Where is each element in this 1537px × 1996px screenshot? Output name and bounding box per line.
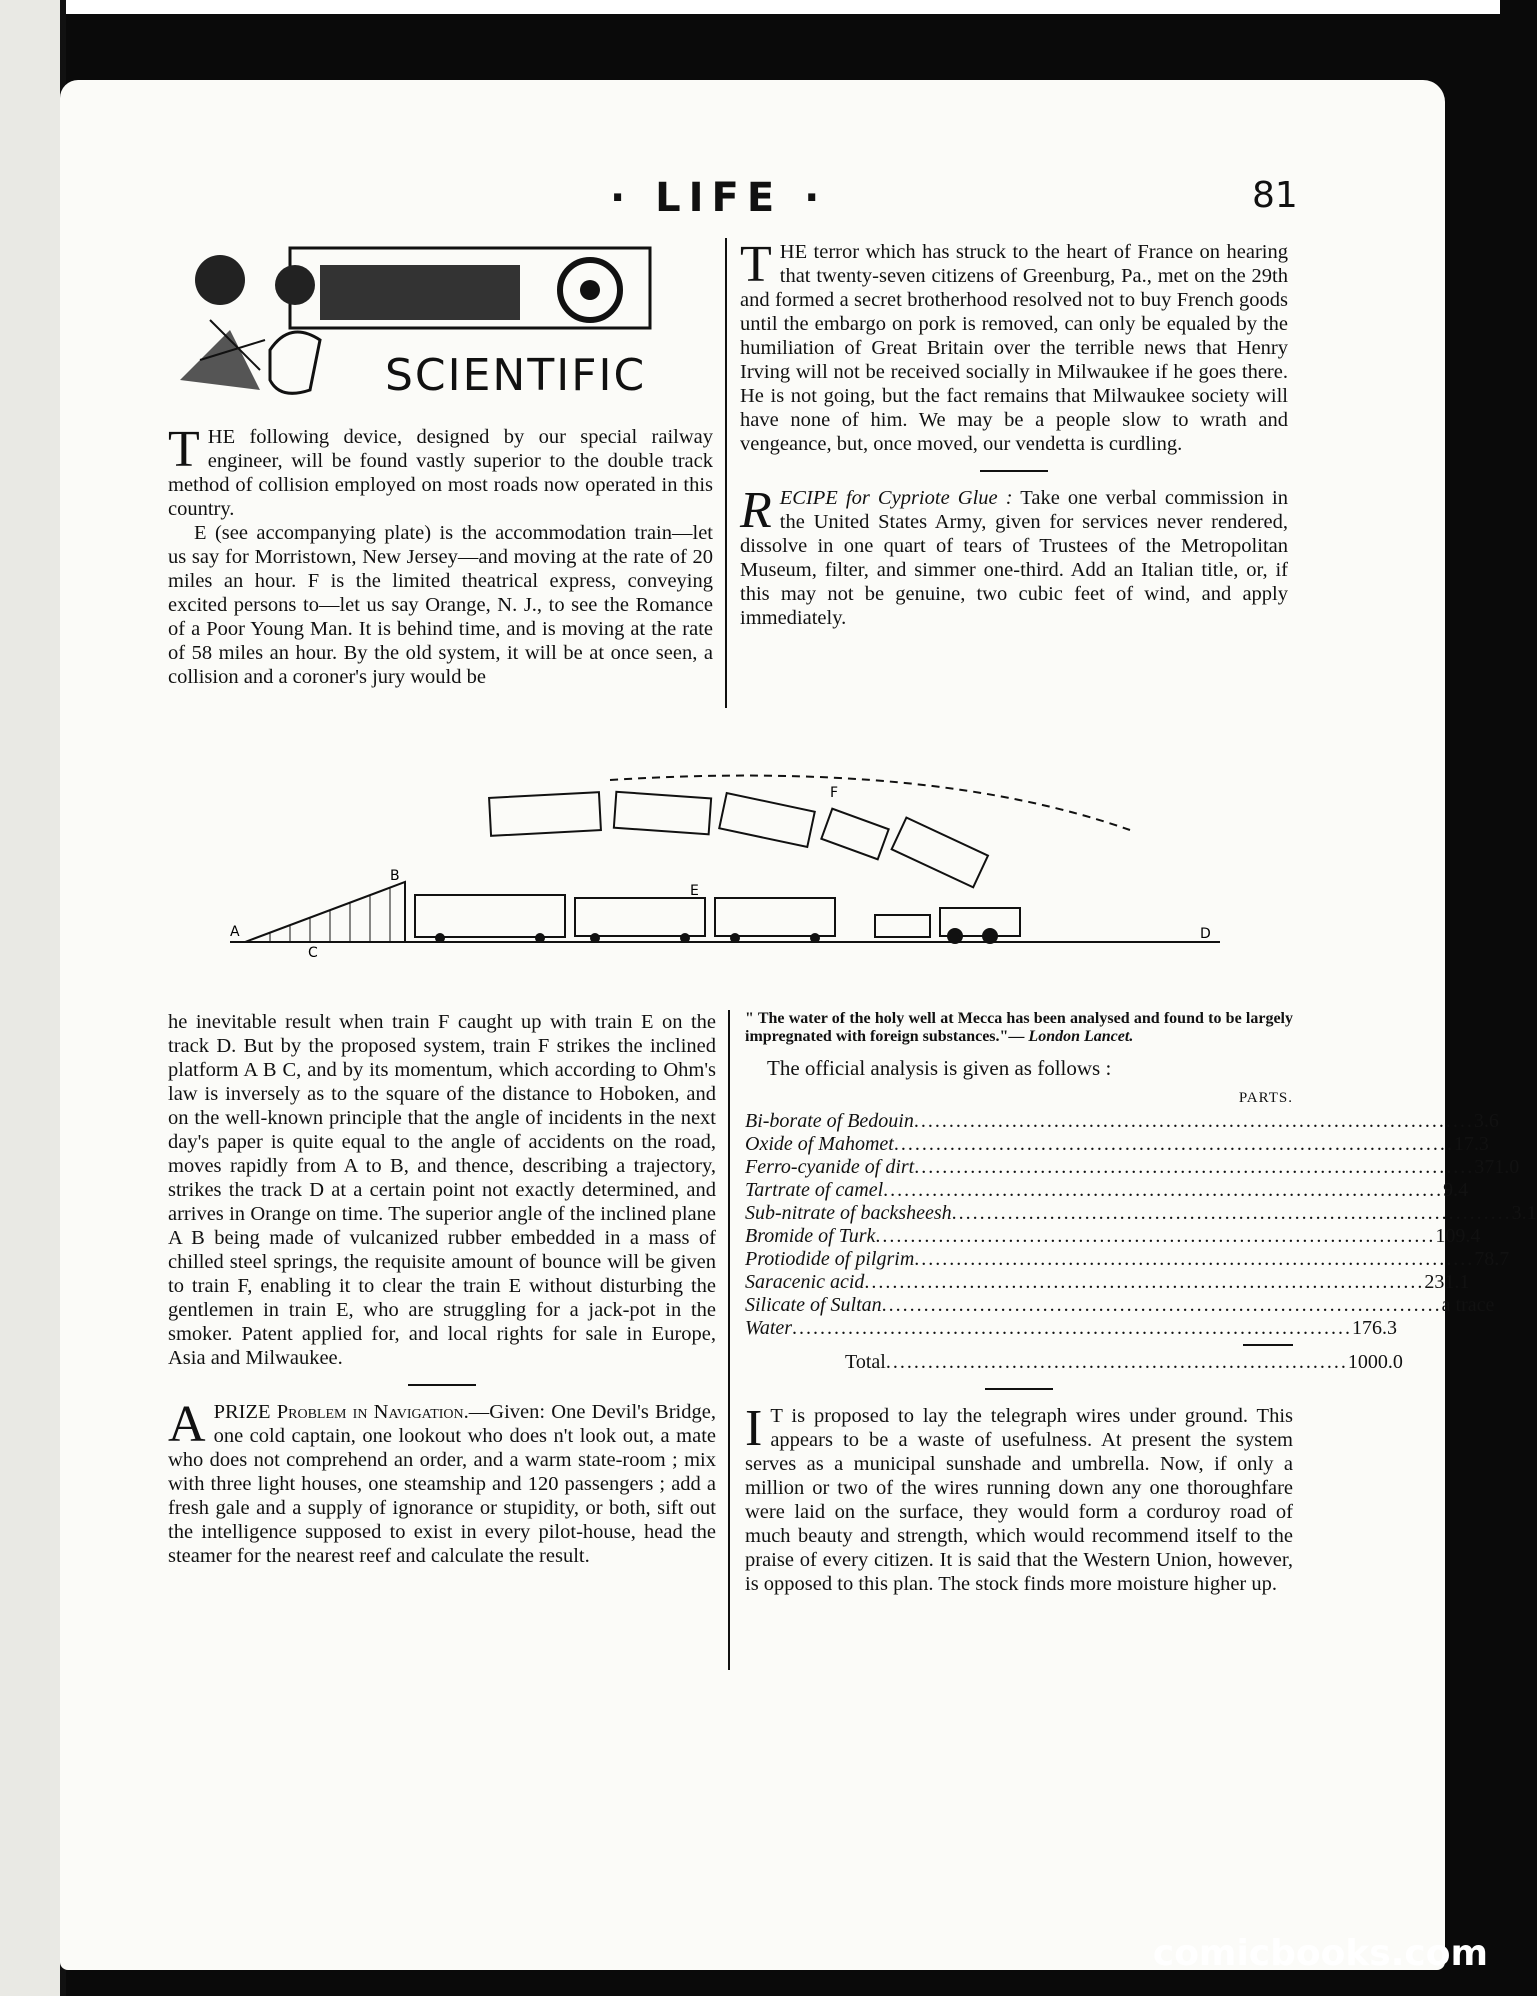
analysis-total: Total .................................................................. 1000.0 (845, 1351, 1403, 1373)
recipe-paragraph: RECIPE for Cypriote Glue : Take one verbal commission in the United States Army, given for services never rendered, dissolve in one quart of tears of Trustees of the Metropolitan Museum, filter, and simmer one-third. Add an Italian title, or, if this may not be genuine, two cubic feet of wind, and apply immediately. (740, 482, 1288, 629)
france-paragraph: THE terror which has struck to the heart of France on hearing that twenty-seven citizens of Greenburg, Pa., met on the 29th and formed a secret brotherhood resolved not to buy French goods until the embargo on pork is removed, can only be equaled by the humiliation of Great Britain over the terrible news that Henry Irving will not be received socially in Milwaukee if he goes there. He is not going, but the fact remains that Milwaukee society will have none of him. We may be a people slow to wrath and vengeance, but, once moved, our vendetta is curdling. (740, 236, 1288, 455)
analysis-row (745, 1225, 1481, 1248)
analysis-value: 17.3 (1453, 1133, 1489, 1155)
label-c: C (308, 945, 318, 961)
analysis-ingredient: Ferro-cyanide of dirt (745, 1156, 915, 1178)
drop-cap: R (740, 482, 772, 539)
navigation-paragraph: APRIZE Problem in Navigation.—Given: One Devil's Bridge, one cold captain, one lookout who does n't look out, a mate who does not comprehend an order, and a warm state-room ; mix with three light houses, one steamship and 120 passengers ; add a fresh gale and a supply of ignorance or stupidity, or both, sift out the intelligence supposed to exist in every pilot-house, head the steamer for the nearest reef and calculate the result. (168, 1396, 716, 1567)
page-top-edge (0, 0, 1500, 14)
page-number: 81 (1252, 175, 1298, 216)
scientific-paragraph-3: he inevitable result when train F caught up with train E on the track D. But by the proposed system, train F strikes the inclined platform A B C, and by its momentum, which according to Ohm's law is inversely as to the square of the distance to Hoboken, and on the well-known principle that the angle of incidents in the next day's paper is quite equal to the angle of accidents on the road, moves rapidly from A to B, and thence, describing a trajectory, strikes the track D at a certain point not exactly determined, and arrives in Orange on time. The superior angle of the inclined plane A B being made of vulcanized rubber embedded in a mass of chilled steel springs, the requisite amount of bounce will be given to train F, enabling it to clear the train E without disturbing the gentlemen in train E, who are struggling for a jack-pot in the smoker. Patent applied for, and local rights for sale in Europe, Asia and Milwaukee. (168, 1011, 716, 1369)
train-f (489, 792, 988, 888)
train-diagram (230, 740, 1250, 970)
section-divider (985, 1388, 1053, 1390)
binding-gutter (0, 0, 66, 1996)
analysis-row (745, 1317, 1398, 1340)
column-rule-top (725, 238, 727, 708)
analysis-ingredient: Bi-borate of Bedouin (745, 1110, 914, 1132)
label-a: A (230, 924, 240, 940)
analysis-value: 78.7 (1474, 1248, 1510, 1270)
watermark: comicbooks.com (1152, 1933, 1488, 1974)
section-divider (980, 470, 1048, 472)
analysis-value: 371.0 (1474, 1156, 1520, 1178)
france-column (740, 236, 1288, 630)
analysis-value: 109.4 (1435, 1225, 1481, 1247)
left-column-bottom (168, 1010, 716, 1568)
lancet-quote: " The water of the holy well at Mecca has been analysed and found to be largely impregnated with foreign substances."— London Lancet. (745, 1010, 1293, 1045)
analysis-ingredient: Water (745, 1317, 793, 1339)
analysis-row (745, 1202, 1537, 1225)
analysis-row (745, 1179, 1469, 1202)
analysis-value: 176.3 (1352, 1317, 1398, 1339)
drop-cap: A (168, 1396, 206, 1453)
analysis-value: a trace (1441, 1294, 1495, 1316)
drop-cap: I (745, 1400, 763, 1457)
analysis-row (745, 1248, 1510, 1271)
column-rule-bottom (728, 1010, 730, 1670)
drop-cap: T (740, 236, 772, 293)
analysis-value: 9.4 (1443, 1179, 1469, 1201)
analysis-row (745, 1271, 1470, 1294)
label-e: E (690, 883, 699, 899)
label-d: D (1200, 926, 1211, 942)
label-f: F (830, 785, 839, 801)
analysis-value: 3.6 (1473, 1110, 1499, 1132)
scientific-paragraph-1: THE following device, designed by our special railway engineer, will be found vastly superior to the double track method of collision employed on most roads now operated in this country. (168, 421, 713, 520)
analysis-table (745, 1110, 1537, 1340)
analysis-ingredient: Sub-nitrate of backsheesh (745, 1202, 952, 1224)
scientific-column-top (168, 421, 713, 689)
analysis-intro: The official analysis is given as follows : (767, 1056, 1112, 1080)
label-b: B (390, 868, 400, 884)
analysis-ingredient: Bromide of Turk (745, 1225, 876, 1247)
analysis-row (745, 1156, 1520, 1179)
analysis-value: 231.1 (1424, 1271, 1470, 1293)
analysis-row (745, 1294, 1495, 1317)
telegraph-paragraph: I T is proposed to lay the telegraph wires under ground. This appears to be a waste of usefulness. At present the system serves as a municipal sunshade and umbrella. Now, if only a million or two of the wires running down any one thoroughfare were laid on the surface, they would form a corduroy road of much beauty and strength, which would recommend itself to the praise of every citizen. It is said that the Western Union, however, is opposed to this plan. The stock finds more moisture higher up. (745, 1400, 1293, 1595)
analysis-ingredient: Protiodide of pilgrim (745, 1248, 915, 1270)
analysis-ingredient: Saracenic acid (745, 1271, 865, 1293)
analysis-ingredient: Oxide of Mahomet (745, 1133, 894, 1155)
drop-cap: T (168, 421, 200, 478)
section-divider (408, 1384, 476, 1386)
analysis-ingredient: Tartrate of camel (745, 1179, 884, 1201)
analysis-row (745, 1133, 1489, 1156)
mecca-column (745, 1010, 1537, 1596)
magazine-title: · LIFE · (610, 175, 828, 221)
scientific-heading: SCIENTIFIC (385, 350, 647, 401)
total-rule (1243, 1344, 1293, 1346)
train-e (415, 895, 1020, 937)
analysis-row (745, 1110, 1499, 1133)
analysis-value: 3.1 (1511, 1202, 1537, 1224)
analysis-ingredient: Silicate of Sultan (745, 1294, 882, 1316)
parts-label: PARTS. (1238, 1090, 1293, 1106)
scientific-paragraph-2: E (see accompanying plate) is the accommodation train—let us say for Morristown, New Jersey—and moving at the rate of 20 miles an hour. F is the limited theatrical express, conveying excited persons to—let us say Orange, N. J., to see the Romance of a Poor Young Man. It is behind time, and is moving at the rate of 58 miles an hour. By the old system, it will be at once seen, a collision and a coroner's jury would be (168, 522, 713, 688)
